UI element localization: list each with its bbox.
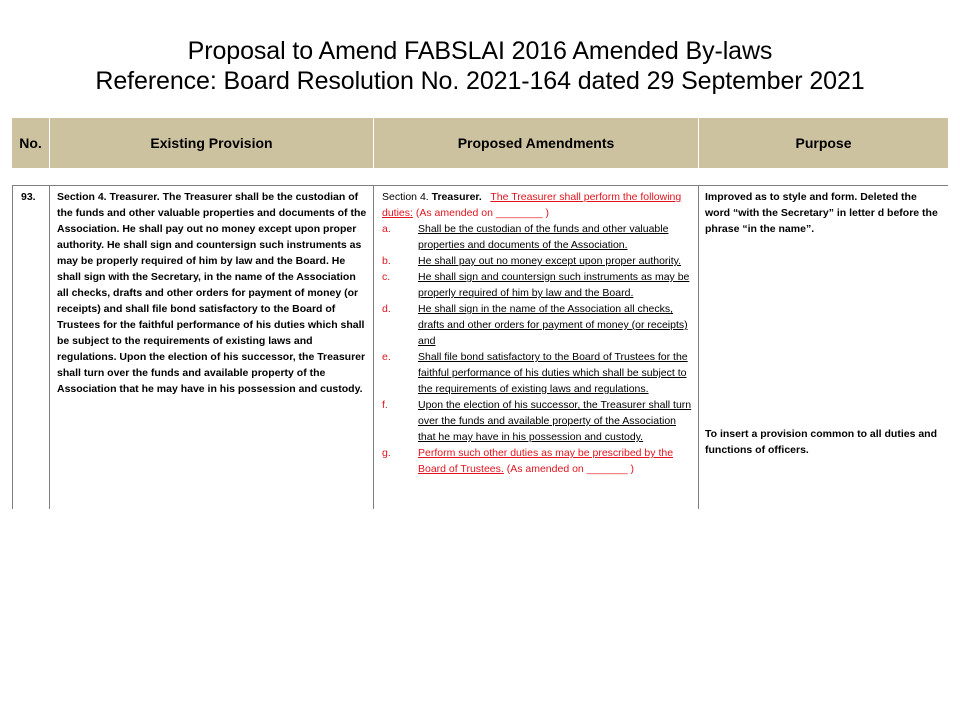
proposed-item-label: f. bbox=[382, 399, 388, 411]
title-line-2: Reference: Board Resolution No. 2021-164 dated 29 September 2021 bbox=[95, 67, 865, 95]
cell-purpose bbox=[699, 186, 948, 509]
proposed-item-main-text: He shall sign in the name of the Association all checks, drafts and other orders for payment of money (or receipts) and bbox=[418, 303, 688, 347]
table-header bbox=[12, 118, 948, 168]
proposed-item-amended-note: (As amended on _______ ) bbox=[503, 463, 634, 475]
proposed-intro bbox=[382, 189, 692, 221]
proposed-item-label: e. bbox=[382, 351, 391, 363]
proposed-item bbox=[382, 221, 692, 253]
purpose-text-top: Improved as to style and form. Deleted the word “with the Secretary” in letter d before the phrase “in the name”. bbox=[705, 191, 938, 235]
proposed-item-main-text: Upon the election of his successor, the Treasurer shall turn over the funds and available property of the Association that he may have in his possession and custody. bbox=[418, 399, 692, 443]
proposed-item-text bbox=[418, 269, 692, 301]
intro-amended-note: (As amended on ________ ) bbox=[415, 207, 549, 219]
section-name: Treasurer. bbox=[431, 191, 482, 203]
section-label: Section 4. bbox=[382, 191, 432, 203]
proposed-item-text bbox=[418, 445, 692, 477]
row-number: 93. bbox=[21, 191, 36, 203]
cell-number bbox=[12, 186, 50, 509]
proposed-item-text bbox=[418, 349, 692, 397]
proposed-item-label: b. bbox=[382, 255, 391, 267]
slide-title bbox=[0, 36, 960, 96]
proposed-item-text bbox=[418, 397, 692, 445]
proposed-item-label: c. bbox=[382, 271, 391, 283]
proposed-item bbox=[382, 269, 692, 301]
intro-red-text: The Treasurer shall perform the following duties: bbox=[382, 191, 682, 219]
proposed-item-text bbox=[418, 221, 692, 253]
cell-existing-provision bbox=[50, 186, 374, 509]
header-purpose: Purpose bbox=[795, 135, 852, 151]
proposed-item-label: d. bbox=[382, 303, 391, 315]
existing-provision-text: Section 4. Treasurer. The Treasurer shall be the custodian of the funds and other valuable properties and documents of the Association. He shall pay out no money except upon proper authority. He shall sign and countersign such instruments as may be properly required of him by law and the Board. He shall sign with the Secretary, in the name of the Association all checks, drafts and other orders for payment of money (or receipts) and shall file bond satisfactory to the Board of Trustees for the faithful performance of his duties which shall be subject to the requirements of existing laws and regulations. Upon the election of his successor, the Treasurer shall turn over the funds and available property of the Association that he may have in his possession and custody. bbox=[57, 191, 367, 395]
proposed-item bbox=[382, 253, 692, 269]
title-line-1: Proposal to Amend FABSLAI 2016 Amended By-laws bbox=[187, 37, 773, 65]
header-existing-provision: Existing Provision bbox=[50, 118, 374, 168]
proposed-item bbox=[382, 445, 692, 477]
proposed-item-label: g. bbox=[382, 447, 391, 459]
proposed-item-label: a. bbox=[382, 223, 391, 235]
proposed-item-main-text: He shall pay out no money except upon proper authority. bbox=[418, 255, 682, 267]
proposed-item bbox=[382, 397, 692, 445]
proposed-item-main-text: Shall file bond satisfactory to the Board of Trustees for the faithful performance of his duties which shall be subject to the requirements of existing laws and regulations. bbox=[418, 351, 688, 395]
purpose-text-bottom: To insert a provision common to all duties and functions of officers. bbox=[705, 428, 937, 456]
proposed-item-main-text: Perform such other duties as may be prescribed by the Board of Trustees. bbox=[418, 447, 674, 475]
header-no: No. bbox=[12, 118, 50, 168]
cell-proposed-amendments bbox=[374, 186, 699, 509]
proposed-item-main-text: He shall sign and countersign such instruments as may be properly required of him by law and the Board. bbox=[418, 271, 690, 299]
proposed-items-list bbox=[382, 221, 692, 477]
header-proposed-amendments: Proposed Amendments bbox=[374, 118, 699, 168]
proposed-item bbox=[382, 349, 692, 397]
table-row bbox=[12, 185, 948, 509]
proposed-item-main-text: Shall be the custodian of the funds and other valuable properties and documents of the Association. bbox=[418, 223, 669, 251]
proposed-item-text bbox=[418, 253, 692, 269]
proposed-item-text bbox=[418, 301, 692, 349]
proposed-item bbox=[382, 301, 692, 349]
